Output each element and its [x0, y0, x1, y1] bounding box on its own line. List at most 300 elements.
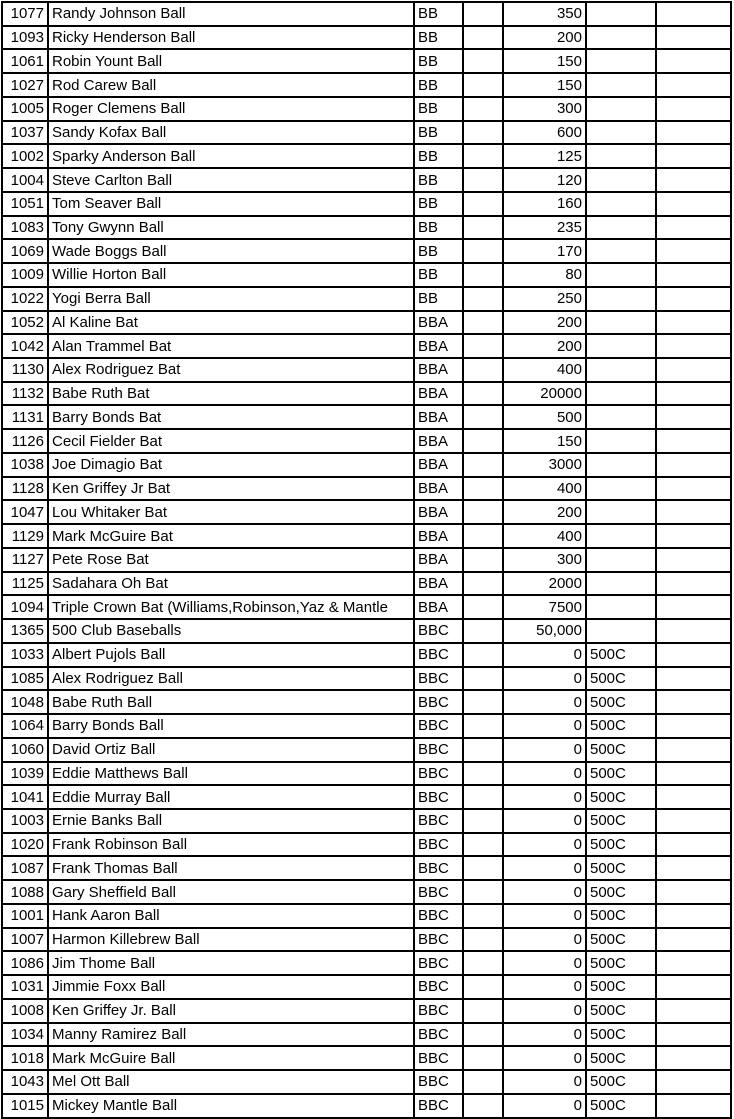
cell-name: Jimmie Foxx Ball — [48, 975, 414, 999]
cell-code: 500C — [586, 975, 656, 999]
table-row — [2, 1070, 731, 1094]
cell-category: BBC — [414, 904, 463, 928]
cell-blank2 — [656, 667, 731, 691]
cell-code — [586, 239, 656, 263]
cell-price: 150 — [503, 49, 586, 73]
cell-blank2 — [656, 738, 731, 762]
cell-price: 0 — [503, 1023, 586, 1047]
cell-blank1 — [463, 192, 503, 216]
cell-code — [586, 311, 656, 335]
cell-category: BBC — [414, 833, 463, 857]
cell-name: Manny Ramirez Ball — [48, 1023, 414, 1047]
cell-price: 400 — [503, 477, 586, 501]
cell-blank2 — [656, 714, 731, 738]
cell-blank2 — [656, 49, 731, 73]
cell-category: BBC — [414, 975, 463, 999]
cell-blank1 — [463, 524, 503, 548]
cell-blank2 — [656, 405, 731, 429]
cell-category: BBC — [414, 785, 463, 809]
cell-id: 1047 — [2, 500, 48, 524]
cell-id: 1125 — [2, 572, 48, 596]
cell-blank2 — [656, 619, 731, 643]
cell-id: 1129 — [2, 524, 48, 548]
cell-id: 1061 — [2, 49, 48, 73]
cell-price: 0 — [503, 904, 586, 928]
table-row — [2, 762, 731, 786]
table-row — [2, 904, 731, 928]
table-row — [2, 714, 731, 738]
cell-price: 0 — [503, 667, 586, 691]
cell-price: 200 — [503, 500, 586, 524]
cell-category: BBA — [414, 382, 463, 406]
cell-id: 1041 — [2, 785, 48, 809]
table-row — [2, 311, 731, 335]
table-row — [2, 263, 731, 287]
cell-category: BBA — [414, 500, 463, 524]
cell-category: BB — [414, 49, 463, 73]
cell-blank1 — [463, 144, 503, 168]
cell-price: 7500 — [503, 595, 586, 619]
cell-category: BB — [414, 26, 463, 50]
cell-blank2 — [656, 1094, 731, 1118]
table-row — [2, 524, 731, 548]
cell-name: Cecil Fielder Bat — [48, 429, 414, 453]
cell-code — [586, 524, 656, 548]
cell-blank1 — [463, 975, 503, 999]
cell-blank1 — [463, 73, 503, 97]
cell-price: 0 — [503, 690, 586, 714]
cell-code: 500C — [586, 690, 656, 714]
cell-code — [586, 168, 656, 192]
cell-blank1 — [463, 311, 503, 335]
cell-name: Alex Rodriguez Bat — [48, 358, 414, 382]
cell-category: BB — [414, 287, 463, 311]
cell-name: Roger Clemens Ball — [48, 97, 414, 121]
cell-name: Rod Carew Ball — [48, 73, 414, 97]
cell-code: 500C — [586, 1046, 656, 1070]
cell-name: Pete Rose Bat — [48, 548, 414, 572]
cell-blank1 — [463, 168, 503, 192]
table-row — [2, 73, 731, 97]
table-row — [2, 548, 731, 572]
cell-name: Frank Thomas Ball — [48, 856, 414, 880]
table-row — [2, 144, 731, 168]
cell-blank2 — [656, 382, 731, 406]
cell-name: Robin Yount Ball — [48, 49, 414, 73]
cell-blank1 — [463, 216, 503, 240]
table-row — [2, 358, 731, 382]
cell-code: 500C — [586, 643, 656, 667]
cell-category: BBA — [414, 334, 463, 358]
cell-id: 1069 — [2, 239, 48, 263]
cell-blank1 — [463, 1070, 503, 1094]
cell-price: 235 — [503, 216, 586, 240]
cell-category: BBC — [414, 856, 463, 880]
cell-blank1 — [463, 619, 503, 643]
table-row — [2, 856, 731, 880]
cell-blank2 — [656, 500, 731, 524]
cell-price: 0 — [503, 785, 586, 809]
cell-price: 600 — [503, 121, 586, 145]
cell-blank1 — [463, 477, 503, 501]
table-row — [2, 595, 731, 619]
cell-code — [586, 334, 656, 358]
table-row — [2, 1094, 731, 1118]
cell-code: 500C — [586, 951, 656, 975]
cell-price: 400 — [503, 524, 586, 548]
cell-code — [586, 405, 656, 429]
cell-code: 500C — [586, 785, 656, 809]
table-row — [2, 287, 731, 311]
cell-category: BB — [414, 263, 463, 287]
cell-category: BBA — [414, 405, 463, 429]
cell-price: 500 — [503, 405, 586, 429]
table-row — [2, 667, 731, 691]
cell-category: BBA — [414, 595, 463, 619]
cell-id: 1004 — [2, 168, 48, 192]
cell-id: 1031 — [2, 975, 48, 999]
cell-name: Steve Carlton Ball — [48, 168, 414, 192]
cell-price: 0 — [503, 999, 586, 1023]
cell-category: BBC — [414, 999, 463, 1023]
cell-id: 1060 — [2, 738, 48, 762]
cell-name: Eddie Matthews Ball — [48, 762, 414, 786]
cell-category: BBC — [414, 714, 463, 738]
cell-name: Babe Ruth Ball — [48, 690, 414, 714]
cell-category: BBC — [414, 643, 463, 667]
cell-id: 1088 — [2, 880, 48, 904]
cell-name: Lou Whitaker Bat — [48, 500, 414, 524]
table-row — [2, 216, 731, 240]
cell-price: 0 — [503, 975, 586, 999]
cell-id: 1022 — [2, 287, 48, 311]
cell-blank1 — [463, 405, 503, 429]
cell-name: Gary Sheffield Ball — [48, 880, 414, 904]
cell-code — [586, 192, 656, 216]
cell-blank2 — [656, 1070, 731, 1094]
cell-price: 80 — [503, 263, 586, 287]
cell-category: BB — [414, 192, 463, 216]
cell-blank1 — [463, 595, 503, 619]
cell-blank1 — [463, 1046, 503, 1070]
cell-blank2 — [656, 548, 731, 572]
cell-blank1 — [463, 49, 503, 73]
cell-code: 500C — [586, 738, 656, 762]
cell-code — [586, 2, 656, 26]
cell-blank2 — [656, 809, 731, 833]
cell-blank2 — [656, 572, 731, 596]
cell-name: Hank Aaron Ball — [48, 904, 414, 928]
cell-blank1 — [463, 500, 503, 524]
cell-id: 1033 — [2, 643, 48, 667]
cell-name: Harmon Killebrew Ball — [48, 928, 414, 952]
cell-id: 1015 — [2, 1094, 48, 1118]
cell-price: 2000 — [503, 572, 586, 596]
cell-code: 500C — [586, 762, 656, 786]
cell-name: Ken Griffey Jr Bat — [48, 477, 414, 501]
table-row — [2, 833, 731, 857]
cell-price: 20000 — [503, 382, 586, 406]
cell-name: Sparky Anderson Ball — [48, 144, 414, 168]
cell-category: BBC — [414, 951, 463, 975]
cell-name: Al Kaline Bat — [48, 311, 414, 335]
cell-category: BBC — [414, 1023, 463, 1047]
cell-blank2 — [656, 216, 731, 240]
cell-price: 0 — [503, 833, 586, 857]
cell-name: Mel Ott Ball — [48, 1070, 414, 1094]
cell-id: 1132 — [2, 382, 48, 406]
table-row — [2, 975, 731, 999]
cell-name: Randy Johnson Ball — [48, 2, 414, 26]
cell-code — [586, 548, 656, 572]
cell-id: 1008 — [2, 999, 48, 1023]
cell-code — [586, 572, 656, 596]
cell-blank2 — [656, 358, 731, 382]
cell-id: 1077 — [2, 2, 48, 26]
table-row — [2, 334, 731, 358]
cell-blank1 — [463, 809, 503, 833]
cell-blank1 — [463, 97, 503, 121]
cell-price: 0 — [503, 951, 586, 975]
cell-category: BBA — [414, 524, 463, 548]
cell-id: 1039 — [2, 762, 48, 786]
cell-blank1 — [463, 951, 503, 975]
cell-name: 500 Club Baseballs — [48, 619, 414, 643]
cell-code — [586, 287, 656, 311]
table-row — [2, 999, 731, 1023]
cell-category: BBC — [414, 880, 463, 904]
cell-code — [586, 73, 656, 97]
cell-id: 1083 — [2, 216, 48, 240]
cell-name: David Ortiz Ball — [48, 738, 414, 762]
cell-id: 1027 — [2, 73, 48, 97]
cell-blank1 — [463, 2, 503, 26]
cell-code — [586, 121, 656, 145]
cell-blank2 — [656, 762, 731, 786]
cell-id: 1042 — [2, 334, 48, 358]
table-row — [2, 880, 731, 904]
cell-price: 0 — [503, 809, 586, 833]
cell-blank2 — [656, 643, 731, 667]
cell-blank2 — [656, 595, 731, 619]
cell-blank1 — [463, 999, 503, 1023]
cell-blank2 — [656, 168, 731, 192]
cell-id: 1002 — [2, 144, 48, 168]
cell-blank1 — [463, 239, 503, 263]
cell-category: BBC — [414, 690, 463, 714]
cell-blank1 — [463, 548, 503, 572]
cell-id: 1009 — [2, 263, 48, 287]
cell-id: 1037 — [2, 121, 48, 145]
cell-blank2 — [656, 690, 731, 714]
table-body — [2, 2, 731, 1118]
cell-blank2 — [656, 904, 731, 928]
cell-price: 250 — [503, 287, 586, 311]
cell-id: 1126 — [2, 429, 48, 453]
table-row — [2, 453, 731, 477]
cell-category: BBA — [414, 572, 463, 596]
cell-name: Willie Horton Ball — [48, 263, 414, 287]
cell-id: 1128 — [2, 477, 48, 501]
cell-code: 500C — [586, 1094, 656, 1118]
cell-code: 500C — [586, 833, 656, 857]
cell-code — [586, 477, 656, 501]
cell-id: 1020 — [2, 833, 48, 857]
cell-price: 0 — [503, 1094, 586, 1118]
table-row — [2, 477, 731, 501]
cell-blank1 — [463, 429, 503, 453]
cell-code: 500C — [586, 880, 656, 904]
table-row — [2, 643, 731, 667]
cell-category: BBA — [414, 548, 463, 572]
cell-code — [586, 216, 656, 240]
cell-id: 1085 — [2, 667, 48, 691]
cell-name: Tony Gwynn Ball — [48, 216, 414, 240]
cell-blank1 — [463, 785, 503, 809]
cell-blank1 — [463, 121, 503, 145]
cell-code — [586, 453, 656, 477]
cell-category: BB — [414, 168, 463, 192]
table-row — [2, 97, 731, 121]
cell-blank2 — [656, 477, 731, 501]
cell-price: 300 — [503, 97, 586, 121]
cell-id: 1007 — [2, 928, 48, 952]
cell-blank1 — [463, 690, 503, 714]
table-row — [2, 1023, 731, 1047]
cell-category: BB — [414, 73, 463, 97]
cell-id: 1034 — [2, 1023, 48, 1047]
cell-blank2 — [656, 833, 731, 857]
cell-blank1 — [463, 643, 503, 667]
table-row — [2, 1046, 731, 1070]
cell-blank1 — [463, 714, 503, 738]
cell-price: 200 — [503, 26, 586, 50]
cell-blank1 — [463, 667, 503, 691]
cell-code — [586, 500, 656, 524]
cell-blank2 — [656, 999, 731, 1023]
cell-blank2 — [656, 311, 731, 335]
cell-name: Alan Trammel Bat — [48, 334, 414, 358]
cell-price: 160 — [503, 192, 586, 216]
cell-code — [586, 97, 656, 121]
cell-price: 50,000 — [503, 619, 586, 643]
table-row — [2, 121, 731, 145]
cell-code — [586, 49, 656, 73]
cell-blank1 — [463, 358, 503, 382]
cell-blank2 — [656, 263, 731, 287]
cell-blank2 — [656, 73, 731, 97]
cell-id: 1127 — [2, 548, 48, 572]
cell-price: 300 — [503, 548, 586, 572]
cell-category: BBC — [414, 738, 463, 762]
cell-blank1 — [463, 762, 503, 786]
table-row — [2, 382, 731, 406]
cell-id: 1038 — [2, 453, 48, 477]
cell-blank1 — [463, 928, 503, 952]
table-row — [2, 49, 731, 73]
cell-code: 500C — [586, 904, 656, 928]
cell-blank2 — [656, 239, 731, 263]
cell-category: BBC — [414, 809, 463, 833]
cell-code: 500C — [586, 714, 656, 738]
table-row — [2, 2, 731, 26]
cell-id: 1094 — [2, 595, 48, 619]
cell-price: 120 — [503, 168, 586, 192]
cell-code — [586, 595, 656, 619]
cell-category: BB — [414, 2, 463, 26]
cell-blank1 — [463, 382, 503, 406]
cell-code — [586, 263, 656, 287]
cell-name: Sadahara Oh Bat — [48, 572, 414, 596]
cell-id: 1093 — [2, 26, 48, 50]
cell-blank2 — [656, 429, 731, 453]
cell-blank2 — [656, 26, 731, 50]
cell-price: 150 — [503, 429, 586, 453]
cell-blank2 — [656, 1023, 731, 1047]
cell-price: 0 — [503, 738, 586, 762]
cell-price: 0 — [503, 880, 586, 904]
cell-blank2 — [656, 144, 731, 168]
cell-category: BB — [414, 97, 463, 121]
cell-id: 1131 — [2, 405, 48, 429]
cell-blank1 — [463, 1023, 503, 1047]
cell-code — [586, 26, 656, 50]
table-row — [2, 619, 731, 643]
cell-code: 500C — [586, 999, 656, 1023]
cell-category: BBC — [414, 619, 463, 643]
cell-blank1 — [463, 263, 503, 287]
cell-blank2 — [656, 287, 731, 311]
cell-category: BB — [414, 144, 463, 168]
table-row — [2, 785, 731, 809]
cell-blank1 — [463, 334, 503, 358]
cell-blank1 — [463, 856, 503, 880]
cell-name: Ken Griffey Jr. Ball — [48, 999, 414, 1023]
cell-blank1 — [463, 833, 503, 857]
cell-price: 350 — [503, 2, 586, 26]
cell-category: BBA — [414, 311, 463, 335]
cell-blank1 — [463, 880, 503, 904]
cell-id: 1018 — [2, 1046, 48, 1070]
cell-category: BB — [414, 121, 463, 145]
cell-code — [586, 144, 656, 168]
cell-code — [586, 619, 656, 643]
table-row — [2, 572, 731, 596]
cell-price: 170 — [503, 239, 586, 263]
cell-id: 1003 — [2, 809, 48, 833]
cell-blank1 — [463, 26, 503, 50]
cell-category: BBA — [414, 429, 463, 453]
cell-name: Barry Bonds Ball — [48, 714, 414, 738]
cell-name: Yogi Berra Ball — [48, 287, 414, 311]
cell-name: Triple Crown Bat (Williams,Robinson,Yaz & Mantle — [48, 595, 414, 619]
cell-category: BB — [414, 216, 463, 240]
cell-id: 1005 — [2, 97, 48, 121]
cell-blank1 — [463, 904, 503, 928]
table-row — [2, 192, 731, 216]
cell-code — [586, 382, 656, 406]
cell-name: Sandy Kofax Ball — [48, 121, 414, 145]
cell-blank2 — [656, 1046, 731, 1070]
cell-price: 0 — [503, 1046, 586, 1070]
cell-blank2 — [656, 856, 731, 880]
cell-category: BBC — [414, 928, 463, 952]
cell-id: 1365 — [2, 619, 48, 643]
cell-blank1 — [463, 572, 503, 596]
cell-code: 500C — [586, 667, 656, 691]
cell-category: BBC — [414, 762, 463, 786]
cell-blank2 — [656, 524, 731, 548]
